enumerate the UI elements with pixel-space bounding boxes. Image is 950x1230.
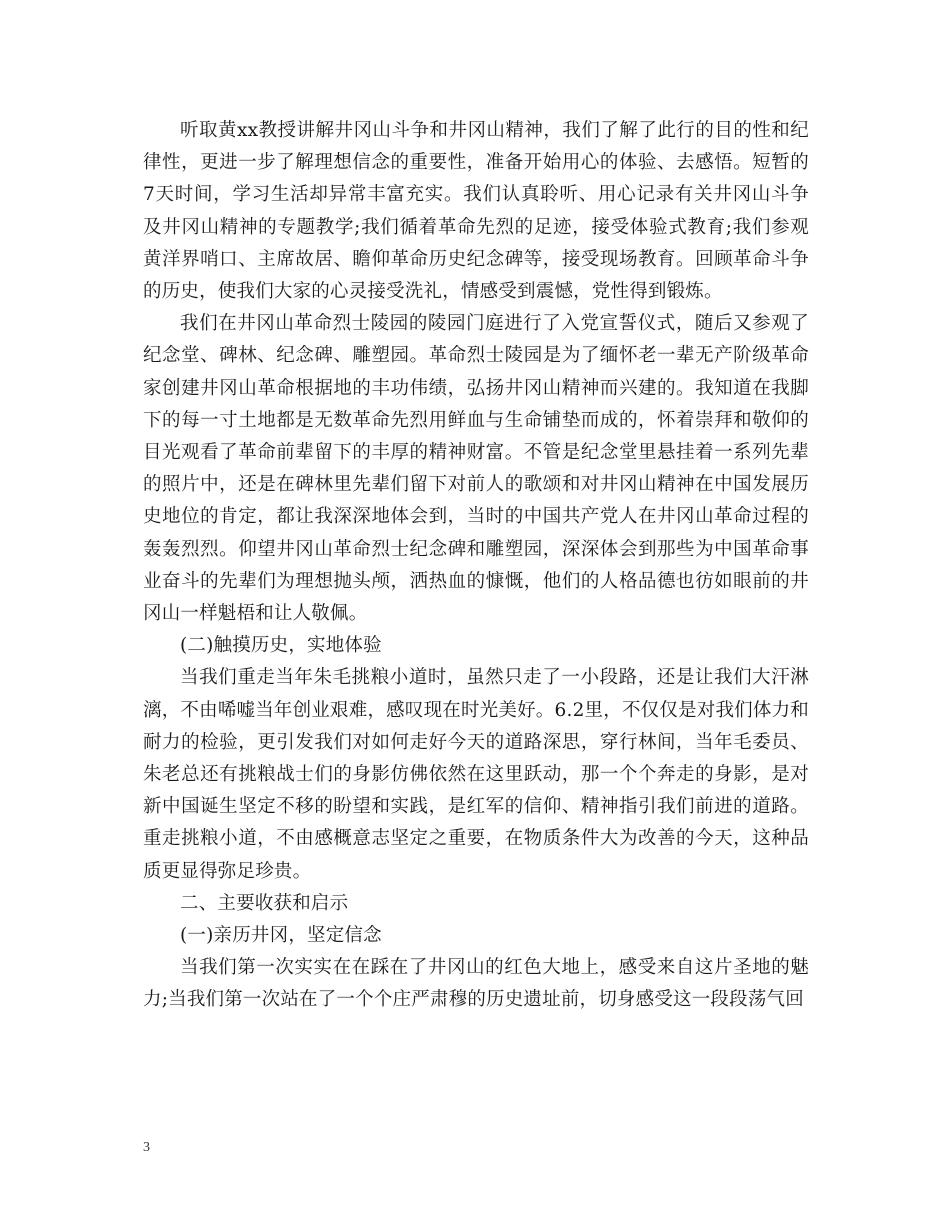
paragraph: 当我们重走当年朱毛挑粮小道时，虽然只走了一小段路，还是让我们大汗淋漓，不由唏嘘当年创业艰难，感叹现在时光美好。6.2里，不仅仅是对我们体力和耐力的检验，更引发我们对如何走好今天的道路深思，穿行林间，当年毛委员、朱老总还有挑粮战士们的身影仿佛依然在这里跃动，那一个个奔走的身影，是对新中国诞生坚定不移的盼望和实践，是红军的信仰、精神指引我们前进的道路。重走挑粮小道，不由感概意志坚定之重要，在物质条件大为改善的今天，这种品质更显得弥足珍贵。 [143,667,809,882]
document-body [143,115,809,1017]
paragraph: 听取黄xx教授讲解井冈山斗争和井冈山精神，我们了解了此行的目的性和纪律性，更进一步了解理想信念的重要性，准备开始用心的体验、去感悟。短暂的7天时间，学习生活却异常丰富充实。我们认真聆听、用心记录有关井冈山斗争及井冈山精神的专题教学;我们循着革命先烈的足迹，接受体验式教育;我们参观黄洋界哨口、主席故居、瞻仰革命历史纪念碑等，接受现场教育。回顾革命斗争的历史，使我们大家的心灵接受洗礼，情感受到震憾，党性得到锻炼。 [143,120,809,303]
page-number: 3 [143,1140,150,1155]
paragraph: 当我们第一次实实在在踩在了井冈山的红色大地上，感受来自这片圣地的魅力;当我们第一次站在了一个个庄严肃穆的历史遗址前，切身感受这一段段荡气回 [143,957,809,1011]
subheading: (二)触摸历史，实地体验 [180,635,382,657]
subheading: (一)亲历井冈，坚定信念 [180,925,382,947]
section-heading: 二、主要收获和启示 [180,892,349,914]
paragraph: 我们在井冈山革命烈士陵园的陵园门庭进行了入党宣誓仪式，随后又参观了纪念堂、碑林、纪念碑、雕塑园。革命烈士陵园是为了缅怀老一辈无产阶级革命家创建井冈山革命根据地的丰功伟绩，弘扬井冈山精神而兴建的。我知道在我脚下的每一寸土地都是无数革命先烈用鲜血与生命铺垫而成的，怀着崇拜和敬仰的目光观看了革命前辈留下的丰厚的精神财富。不管是纪念堂里悬挂着一系列先辈的照片中，还是在碑林里先辈们留下对前人的歌颂和对井冈山精神在中国发展历史地位的肯定，都让我深深地体会到，当时的中国共产党人在井冈山革命过程的轰轰烈烈。仰望井冈山革命烈士纪念碑和雕塑园，深深体会到那些为中国革命事业奋斗的先辈们为理想抛头颅，洒热血的慷慨，他们的人格品德也彷如眼前的井冈山一样魁梧和让人敬佩。 [143,313,809,625]
